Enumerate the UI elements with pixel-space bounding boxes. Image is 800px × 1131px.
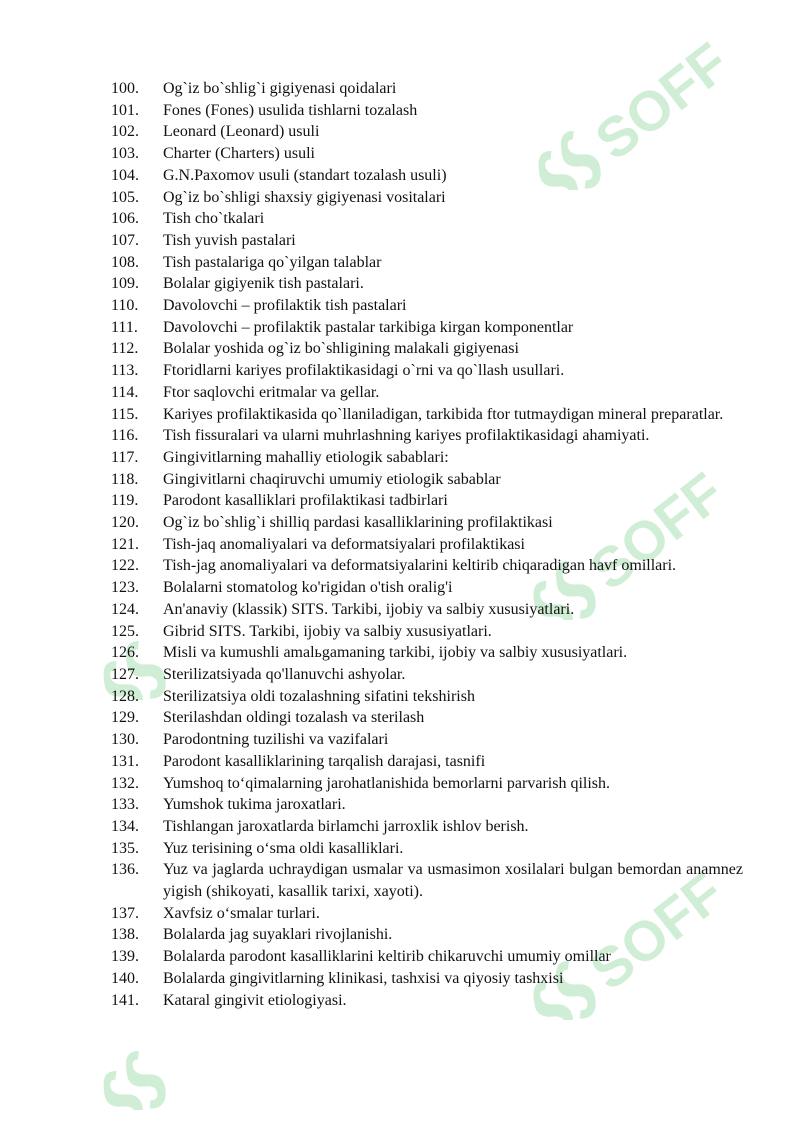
list-item — [111, 121, 743, 143]
item-text: Davolovchi – profilaktik tish pastalari — [163, 297, 407, 315]
list-item — [111, 990, 743, 1012]
item-text: Gingivitlarning mahalliy etiologik sabablari: — [163, 448, 449, 466]
item-text: Yuz va jaglarda uchraydigan usmalar va usmasimon xosilalari bulgan bemordan anamnez yigish (shikoyati, kasallik tarixi, xayoti). — [163, 861, 743, 901]
item-text: Tishlangan jaroxatlarda birlamchi jarroxlik ishlov berish. — [163, 817, 529, 835]
item-number: 106. — [111, 210, 139, 228]
list-item — [111, 295, 743, 317]
item-text: Bolalar yoshida og`iz bo`shligining malakali gigiyenasi — [163, 340, 519, 358]
list-item — [111, 924, 743, 946]
svg-text:SOFF: SOFF — [578, 870, 735, 1002]
list-item — [111, 686, 743, 708]
item-text: Charter (Charters) usuli — [163, 145, 315, 163]
item-text: Og`iz bo`shlig`i gigiyenasi qoidalari — [163, 80, 397, 97]
list-item — [111, 273, 743, 295]
list-item — [111, 338, 743, 360]
list-item — [111, 425, 743, 447]
list-item — [111, 512, 743, 534]
list-item — [111, 816, 743, 838]
item-number: 115. — [111, 405, 139, 423]
item-number: 122. — [111, 557, 139, 575]
item-number: 110. — [111, 297, 139, 315]
item-number: 101. — [111, 101, 139, 119]
item-text: Ftor saqlovchi eritmalar va gellar. — [163, 383, 380, 401]
item-text: Sterilizatsiya oldi tozalashning sifatini tekshirish — [163, 687, 475, 705]
item-number: 105. — [111, 188, 139, 206]
item-number: 131. — [111, 752, 139, 770]
list-item — [111, 599, 743, 621]
item-number: 136. — [111, 861, 139, 879]
list-item — [111, 968, 743, 990]
item-text: Yumshoq to‘qimalarning jarohatlanishida bemorlarni parvarish qilish. — [163, 774, 611, 792]
item-number: 114. — [111, 383, 139, 401]
item-number: 140. — [111, 969, 139, 987]
item-text: Sterilashdan oldingi tozalash va sterilash — [163, 709, 425, 727]
item-number: 141. — [111, 991, 139, 1009]
list-item — [111, 621, 743, 643]
list-item — [111, 903, 743, 925]
list-item — [111, 534, 743, 556]
item-text: Tish pastalariga qo`yilgan talablar — [163, 253, 382, 271]
list-item — [111, 469, 743, 491]
item-number: 129. — [111, 709, 139, 727]
list-item — [111, 100, 743, 122]
item-number: 135. — [111, 839, 139, 857]
list-item — [111, 317, 743, 339]
list-item — [111, 382, 743, 404]
list-item — [111, 143, 743, 165]
item-text: Tish fissuralari va ularni muhrlashning kariyes profilaktikasidagi ahamiyati. — [163, 427, 650, 445]
item-text: Xavfsiz o‘smalar turlari. — [163, 904, 320, 922]
item-text: Og`iz bo`shligi shaxsiy gigiyenasi vositalari — [163, 188, 446, 206]
item-text: Parodont kasalliklari profilaktikasi tadbirlari — [163, 492, 448, 510]
list-item — [111, 707, 743, 729]
item-text: Og`iz bo`shlig`i shilliq pardasi kasalliklarining profilaktikasi — [163, 514, 553, 532]
list-item — [111, 447, 743, 469]
item-number: 102. — [111, 123, 139, 141]
item-number: 137. — [111, 904, 139, 922]
item-text: Fones (Fones) usulida tishlarni tozalash — [163, 101, 418, 119]
item-number: 130. — [111, 731, 139, 749]
list-item — [111, 230, 743, 252]
item-text: Bolalarda parodont kasalliklarini keltirib chikaruvchi umumiy omillar — [163, 948, 611, 966]
item-text: Tish-jag anomaliyalari va deformatsiyalarini keltirib chiqaradigan havf omillari. — [163, 557, 677, 575]
item-number: 138. — [111, 926, 139, 944]
item-number: 128. — [111, 687, 139, 705]
item-number: 134. — [111, 817, 139, 835]
item-number: 116. — [111, 427, 139, 445]
item-number: 118. — [111, 470, 139, 488]
item-number: 124. — [111, 600, 139, 618]
item-text: Yumshok tukima jaroxatlari. — [163, 796, 346, 814]
item-number: 139. — [111, 948, 139, 966]
item-text: Gingivitlarni chaqiruvchi umumiy etiologik sabablar — [163, 470, 501, 488]
item-text: Kataral gingivit etiologiyasi. — [163, 991, 347, 1009]
item-text: Yuz terisining o‘sma oldi kasalliklari. — [163, 839, 404, 857]
item-number: 117. — [111, 448, 139, 466]
item-text: Davolovchi – profilaktik pastalar tarkibiga kirgan komponentlar — [163, 318, 574, 336]
item-text: Parodontning tuzilishi va vazifalari — [163, 731, 389, 749]
list-item — [111, 555, 743, 577]
item-text: Tish-jaq anomaliyalari va deformatsiyalari profilaktikasi — [163, 535, 525, 553]
item-number: 108. — [111, 253, 139, 271]
question-list — [111, 78, 743, 1011]
list-item — [111, 751, 743, 773]
list-item — [111, 490, 743, 512]
item-text: An'anaviy (klassik) SITS. Tarkibi, ijobiy va salbiy xususiyatlari. — [163, 600, 575, 618]
item-number: 120. — [111, 514, 139, 532]
item-text: Tish cho`tkalari — [163, 210, 265, 228]
list-item — [111, 859, 743, 902]
item-number: 133. — [111, 796, 139, 814]
list-item — [111, 187, 743, 209]
item-number: 127. — [111, 665, 139, 683]
list-item — [111, 664, 743, 686]
item-number: 111. — [111, 318, 138, 336]
item-number: 103. — [111, 145, 139, 163]
item-text: Bolalar gigiyenik tish pastalari. — [163, 275, 364, 293]
item-number: 121. — [111, 535, 139, 553]
list-item — [111, 208, 743, 230]
list-item — [111, 729, 743, 751]
list-item — [111, 838, 743, 860]
item-text: G.N.Paxomov usuli (standart tozalash usuli) — [163, 166, 447, 184]
item-number: 132. — [111, 774, 139, 792]
item-number: 107. — [111, 231, 139, 249]
list-item — [111, 165, 743, 187]
item-number: 109. — [111, 275, 139, 293]
item-text: Bolalarda jag suyaklari rivojlanishi. — [163, 926, 393, 944]
item-number: 125. — [111, 622, 139, 640]
item-text: Kariyes profilaktikasida qo`llaniladigan, tarkibida ftor tutmaydigan mineral preparatlar. — [163, 405, 724, 423]
list-item — [111, 252, 743, 274]
item-number: 100. — [111, 80, 139, 97]
item-text: Bolalarni stomatolog ko'rigidan o'tish oralig'i — [163, 579, 453, 597]
list-item — [111, 794, 743, 816]
list-item — [111, 360, 743, 382]
item-text: Sterilizatsiyada qo'llanuvchi ashyolar. — [163, 665, 406, 683]
item-text: Ftoridlarni kariyes profilaktikasidagi o`rni va qo`llash usullari. — [163, 362, 565, 380]
item-text: Leonard (Leonard) usuli — [163, 123, 320, 141]
item-number: 113. — [111, 362, 139, 380]
item-number: 126. — [111, 644, 139, 662]
item-number: 104. — [111, 166, 139, 184]
item-number: 119. — [111, 492, 139, 510]
svg-text:SOFF: SOFF — [583, 40, 740, 172]
item-number: 112. — [111, 340, 139, 358]
item-text: Parodont kasalliklarining tarqalish darajasi, tasnifi — [163, 752, 486, 770]
item-text: Gibrid SITS. Tarkibi, ijobiy va salbiy xususiyatlari. — [163, 622, 492, 640]
list-item — [111, 946, 743, 968]
item-text: Bolalarda gingivitlarning klinikasi, tashxisi va qiyosiy tashxisi — [163, 969, 564, 987]
svg-text:SOFF: SOFF — [578, 470, 735, 602]
list-item — [111, 773, 743, 795]
list-item — [111, 577, 743, 599]
item-text: Misli va kumushli amalьgamaning tarkibi, ijobiy va salbiy xususiyatlari. — [163, 644, 628, 662]
list-item — [111, 78, 743, 100]
list-item — [111, 404, 743, 426]
item-text: Tish yuvish pastalari — [163, 231, 296, 249]
item-number: 123. — [111, 579, 139, 597]
list-item — [111, 642, 743, 664]
